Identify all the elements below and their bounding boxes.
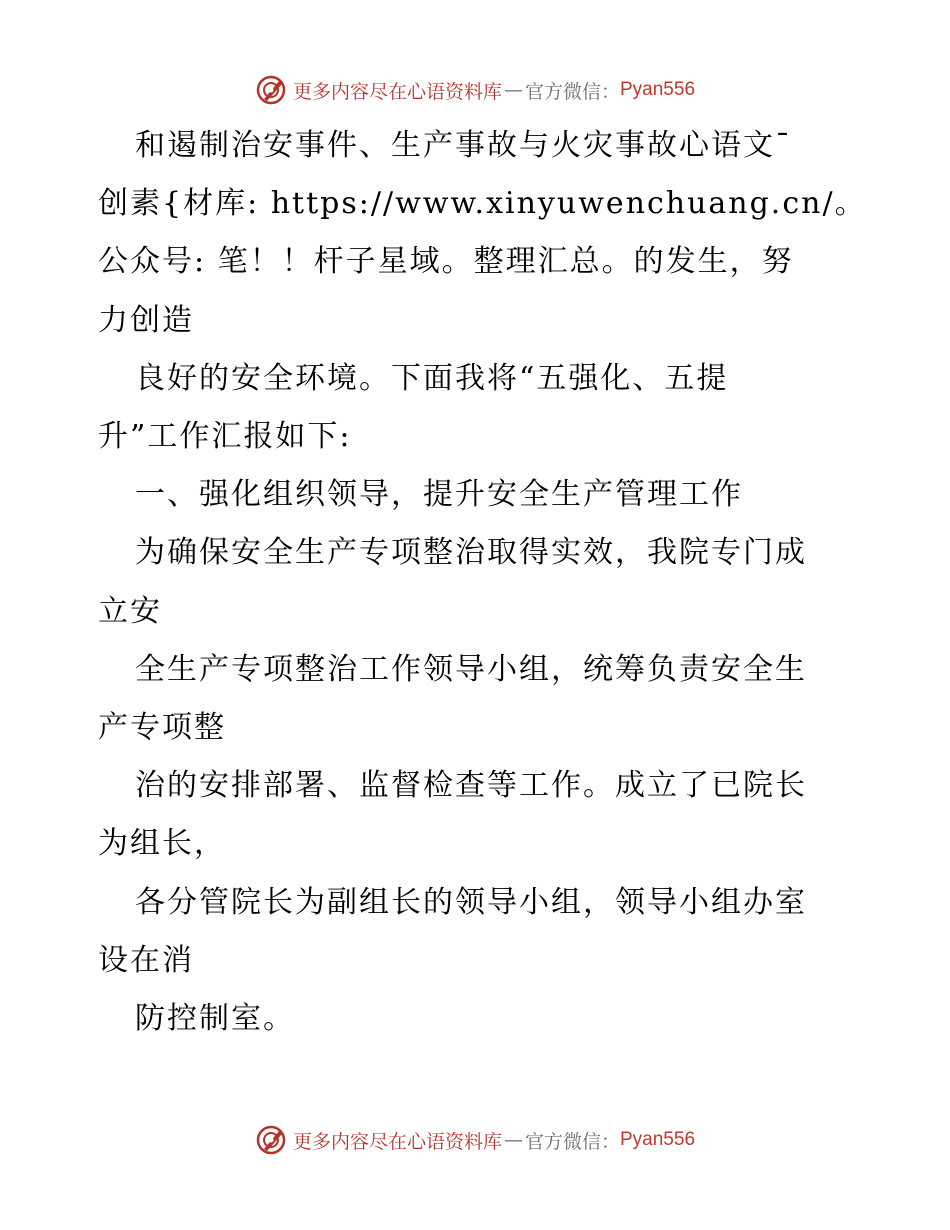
xinyu-logo-icon — [255, 74, 287, 106]
body-text-line: 产专项整 — [98, 710, 226, 745]
watermark-wechat-handle: Pyan556 — [620, 1129, 696, 1150]
body-text-line: 一、强化组织领导，提升安全生产管理工作 — [135, 477, 743, 513]
body-text-line: 公众号: 笔！！杆子星域。整理汇总。的发生，努 — [98, 244, 794, 280]
body-text-line: 设在消 — [98, 942, 194, 978]
watermark-wechat-handle: Pyan556 — [620, 79, 696, 100]
watermark-wechat-label: 官方微信： — [524, 80, 620, 103]
watermark-dash: — — [503, 79, 523, 101]
body-text-line: 治的安排部署、监督检查等工作。成立了已院长 — [135, 768, 807, 804]
watermark-header — [0, 70, 950, 110]
watermark-site-name: 更多内容尽在心语资料库 — [292, 80, 502, 103]
xinyu-logo-icon — [255, 1124, 287, 1156]
body-text-line: 力创造 — [98, 302, 194, 338]
watermark-footer — [0, 1120, 950, 1160]
body-text-line: 全生产专项整治工作领导小组，统筹负责安全生 — [135, 651, 807, 687]
body-text-line: 立安 — [98, 593, 162, 629]
body-text-line: 各分管院长为副组长的领导小组，领导小组办室 — [135, 884, 807, 920]
watermark-wechat-label: 官方微信： — [524, 1130, 620, 1153]
body-text-line: 防控制室。 — [135, 1001, 295, 1036]
body-text-line: 良好的安全环境。下面我将“五强化、五提 — [135, 360, 729, 396]
body-text-line: 创素{材库: https://www.xinyuwenchuang.cn/。 — [98, 186, 867, 222]
body-text-line: 和遏制治安事件、生产事故与火灾事故心语文¯ — [135, 128, 792, 163]
body-text-line: 为确保安全生产专项整治取得实效，我院专门成 — [135, 535, 807, 571]
body-text-line: 为组长， — [98, 826, 226, 862]
watermark-dash: — — [503, 1129, 523, 1151]
watermark-site-name: 更多内容尽在心语资料库 — [292, 1130, 502, 1153]
body-text-line: 升”工作汇报如下: — [98, 419, 352, 454]
